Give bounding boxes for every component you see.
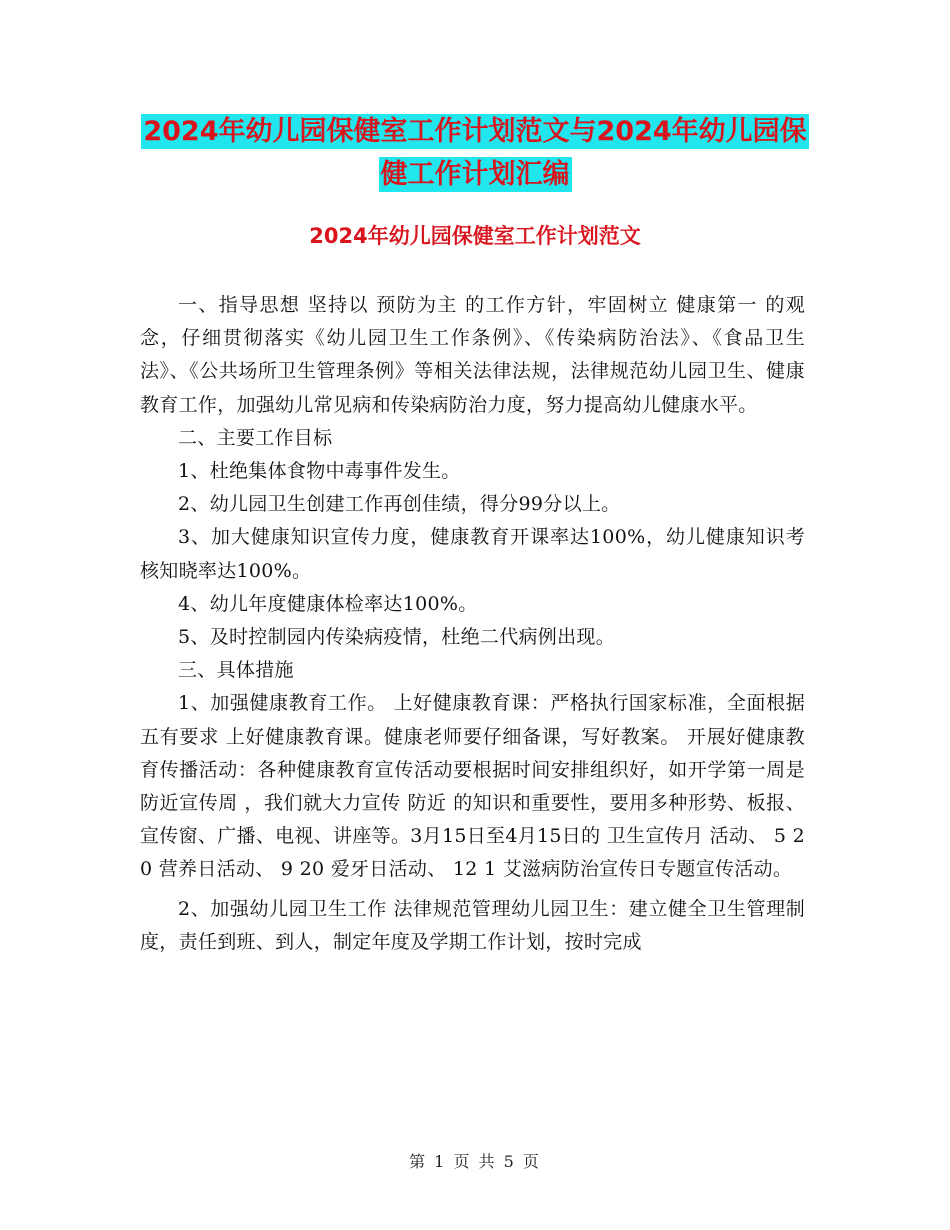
section-heading: 2024年幼儿园保健室工作计划范文 bbox=[309, 224, 641, 248]
paragraph-goal-4: 4、幼儿年度健康体检率达100%。 bbox=[178, 592, 478, 615]
page-footer: 第 1 页 共 5 页 bbox=[409, 1152, 541, 1171]
paragraph-guiding-ideology: 一、指导思想 坚持以 预防为主 的工作方针，牢固树立 健康第一 的观念，仔细贯彻落实《幼儿园卫生工作条例》、《传染病防治法》、《食品卫生法》、《公共场所卫生管理条例》等相关法律法规，法律规范幼儿园卫生、健康教育工作，加强幼儿常见病和传染病防治力度，努力提高幼儿健康水平。 bbox=[140, 294, 805, 416]
paragraph-goal-2: 2、幼儿园卫生创建工作再创佳绩，得分99分以上。 bbox=[178, 493, 621, 516]
paragraph-goal-3: 3、加大健康知识宣传力度，健康教育开课率达100%，幼儿健康知识考核知晓率达100%。 bbox=[140, 526, 805, 582]
paragraph-main-goals-heading: 二、主要工作目标 bbox=[178, 426, 333, 449]
paragraph-goal-1: 1、杜绝集体食物中毒事件发生。 bbox=[178, 460, 461, 483]
document-title-line-1 bbox=[0, 112, 950, 152]
paragraph-goal-5: 5、及时控制园内传染病疫情，杜绝二代病例出现。 bbox=[178, 626, 615, 649]
paragraph-measure-2: 2、加强幼儿园卫生工作 法律规范管理幼儿园卫生：建立健全卫生管理制度，责任到班、到人，制定年度及学期工作计划，按时完成 bbox=[140, 897, 805, 953]
body-text bbox=[140, 289, 805, 959]
paragraph-measures-heading: 三、具体措施 bbox=[178, 659, 294, 682]
document-title-line-2 bbox=[0, 155, 950, 195]
paragraph-measure-1: 1、加强健康教育工作。 上好健康教育课：严格执行国家标准，全面根据 五有要求 上好健康教育课。健康老师要仔细备课，写好教案。 开展好健康教育传播活动：各种健康教育宣传活动要根据时间安排组织好，如开学第一周是 防近宣传周 ，我们就大力宣传 防近 的知识和重要性，要用多种形势、板报、宣传窗、广播、电视、讲座等。3月15日至4月15日的 卫生宣传月 活动、 5 20 营养日活动、 9 20 爱牙日活动、 12 1 艾滋病防治宣传日专题宣传活动。 bbox=[140, 692, 805, 881]
title-highlight-1: 2024年幼儿园保健室工作计划范文与2024年幼儿园保 bbox=[143, 116, 807, 147]
title-highlight-2: 健工作计划汇编 bbox=[380, 159, 570, 190]
